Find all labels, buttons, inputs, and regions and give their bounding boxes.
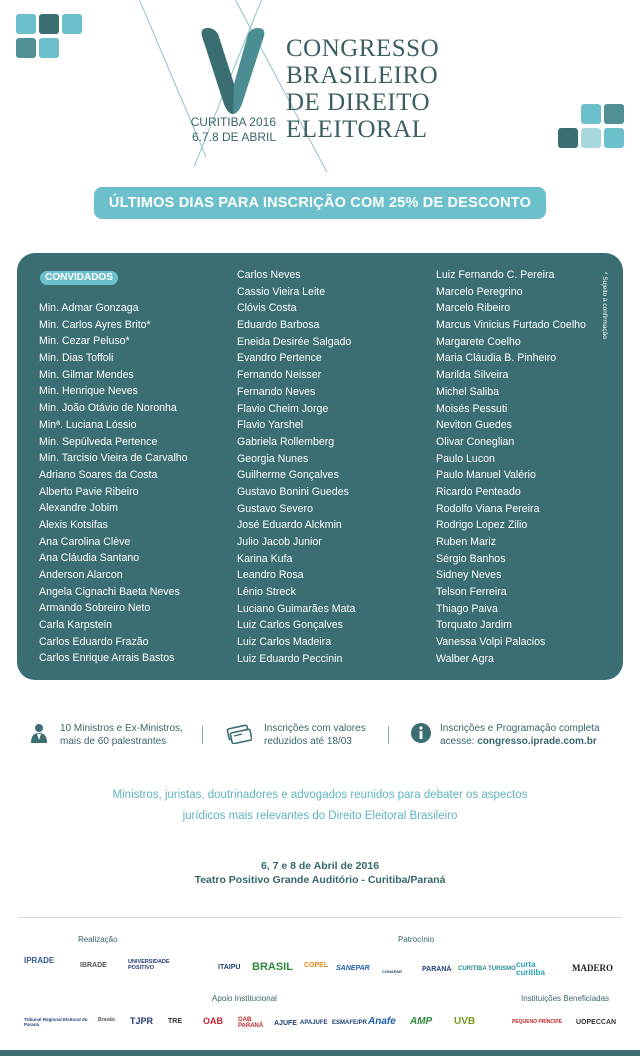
logo-iprade[interactable]: IPRADE (24, 956, 55, 965)
logo-anafe[interactable]: Anafe (368, 1016, 396, 1027)
guest-name: Carlos Enrique Arrais Bastos (39, 652, 175, 665)
confirmation-note: * Sujeito à confirmação (601, 272, 608, 339)
logo-cohapar[interactable]: COHAPAR (382, 969, 402, 974)
sponsors-divider (18, 917, 622, 918)
event-title-line-1: CONGRESSO (286, 35, 440, 62)
guest-list-column-2 (237, 267, 355, 668)
guest-name: Luiz Carlos Madeira (237, 636, 332, 649)
footer-bar (0, 1050, 640, 1056)
guest-name: Alexandre Jobim (39, 502, 118, 515)
patrocinio-label: Patrocínio (398, 935, 435, 944)
logo-tjpr[interactable]: TJPR (130, 1016, 154, 1026)
logo-curitiba-turismo[interactable]: CURITIBA TURISMO (458, 966, 516, 972)
guest-name: José Eduardo Alckmin (237, 519, 342, 532)
guest-name: Eduardo Barbosa (237, 319, 320, 332)
guest-name: Carlos Eduardo Frazão (39, 635, 149, 648)
event-when-where (60, 859, 580, 887)
guest-name: Paulo Manuel Valério (436, 469, 536, 482)
congress-v-logo (196, 22, 270, 118)
logo-copel[interactable]: COPEL (304, 962, 329, 969)
guest-name: Gabriela Rollemberg (237, 435, 335, 448)
guest-name: Michel Saliba (436, 385, 500, 398)
guest-name: Marcelo Ribeiro (436, 302, 511, 315)
guest-name: Luiz Fernando C. Pereira (436, 269, 555, 281)
guest-name: Lênio Streck (237, 586, 296, 599)
guest-name: Flavio Cheim Jorge (237, 402, 329, 415)
guest-name: Guilherme Gonçalves (237, 469, 339, 482)
guest-name: Sérgio Banhos (436, 552, 506, 565)
guest-name: Telson Ferreira (436, 586, 507, 599)
divider (388, 726, 389, 744)
discount-banner[interactable]: ÚLTIMOS DIAS PARA INSCRIÇÃO COM 25% DE DESCONTO (94, 187, 546, 219)
guest-name: Min. Admar Gonzaga (39, 302, 139, 314)
guest-name: Sidney Neves (436, 569, 502, 582)
guest-list-column-1 (39, 300, 188, 667)
guest-name: Alberto Pavie Ribeiro (39, 485, 139, 498)
event-description: Ministros, juristas, doutrinadores e advogados reunidos para debater os aspectos jurídicos mais relevantes do Direito Eleitoral Brasileiro (112, 789, 528, 822)
guest-name: Neviton Guedes (436, 419, 512, 432)
guest-name: Min. João Otávio de Noronha (39, 402, 177, 415)
guest-name: Paulo Lucon (436, 452, 495, 465)
logo-brasao[interactable]: Brasão (98, 1017, 115, 1023)
people-icon (28, 722, 50, 744)
guest-name: Min. Tarcisio Vieira de Carvalho (39, 452, 188, 465)
guest-name: Ricardo Penteado (436, 485, 521, 498)
guest-name: Marilda Silveira (436, 369, 509, 382)
guest-name: Julio Jacob Junior (237, 536, 322, 548)
logo-curta-curitiba[interactable]: curta curitiba (516, 960, 545, 977)
guest-name: Armando Sobreiro Neto (39, 602, 151, 615)
beneficiadas-label: Instituições Beneficiadas (521, 994, 610, 1003)
event-title-line-3: DE DIREITO (286, 89, 431, 116)
logo-oab-parana[interactable]: OAB PARANÁ (238, 1017, 264, 1029)
logo-sanepar[interactable]: SANEPAR (336, 965, 370, 972)
guest-name: Luiz Eduardo Peccinin (237, 652, 343, 665)
guest-name: Min. Henrique Neves (39, 385, 138, 398)
logo-uvb[interactable]: UVB (454, 1016, 476, 1027)
guest-name: Georgia Nunes (237, 452, 309, 465)
guest-name: Torquato Jardim (436, 619, 512, 632)
logo-parana[interactable]: PARANÁ (422, 966, 452, 973)
logo-itaipu[interactable]: ITAIPU (218, 964, 241, 971)
apoio-label: Apoio Institucional (212, 994, 277, 1003)
guest-name: Minª. Luciana Lóssio (39, 418, 137, 431)
guest-name: Anderson Alarcon (39, 569, 123, 581)
guest-name: Maria Cláudia B. Pinheiro (436, 352, 557, 365)
logo-ajufe[interactable]: AJUFE (274, 1020, 297, 1027)
info-prices (226, 718, 386, 754)
guest-name: Leandro Rosa (237, 569, 304, 582)
guest-name: Marcus Vinicius Furtado Coelho (436, 319, 586, 332)
logo-brasil[interactable]: BRASIL (252, 961, 293, 973)
guest-name: Ana Carolina Clève (39, 535, 131, 548)
price-line-1: Inscrições com valores (264, 723, 366, 734)
guest-name: Fernando Neisser (237, 369, 322, 382)
guest-name: Luciano Guimarães Mata (237, 602, 356, 615)
logo-tre-pr[interactable]: Tribunal Regional Eleitoral do Paraná (24, 1017, 88, 1027)
guest-name: Marcelo Peregrino (436, 285, 523, 298)
event-dates: 6.7.8 DE ABRIL (191, 130, 276, 144)
guest-name: Olivar Coneglian (436, 435, 515, 448)
guest-name: Vanessa Volpi Palacios (436, 636, 546, 649)
logo-apajufe[interactable]: APAJUFE (300, 1020, 328, 1026)
guest-name: Min. Cezar Peluso* (39, 335, 130, 348)
logo-universidade-positivo[interactable]: UNIVERSIDADE POSITIVO (128, 959, 170, 971)
guest-name: Min. Sepúlveda Pertence (39, 435, 158, 448)
guest-name: Walber Agra (436, 652, 494, 665)
guest-name: Ruben Mariz (436, 536, 497, 548)
divider (202, 726, 203, 744)
guest-name: Alexis Kotsifas (39, 518, 108, 531)
ministers-line-2: mais de 60 palestrantes (60, 736, 167, 747)
guest-name: Gustavo Severo (237, 502, 313, 515)
program-line-1: Inscrições e Programação completa (440, 723, 600, 734)
logo-madero[interactable]: MADERO (572, 963, 613, 973)
price-line-2: reduzidos até 18/03 (264, 736, 352, 747)
guest-name: Margarete Coelho (436, 335, 521, 348)
guest-name: Evandro Pertence (237, 352, 322, 365)
guest-name: Cassio Vieira Leite (237, 285, 326, 298)
realizacao-label: Realização (78, 935, 118, 944)
guest-name: Carla Karpstein (39, 619, 113, 632)
program-url-link[interactable]: congresso.iprade.com.br (477, 736, 597, 747)
ministers-line-1: 10 Ministros e Ex-Ministros, (60, 723, 183, 734)
logo-ibrade[interactable]: IBRADE (80, 962, 107, 969)
guest-name: Rodolfo Viana Pereira (436, 502, 540, 515)
info-row (26, 718, 616, 754)
info-ministers (26, 718, 196, 754)
logo-amp[interactable]: AMP (410, 1016, 433, 1027)
guest-name: Flavio Yarshel (237, 419, 304, 432)
guest-name: Adriano Soares da Costa (39, 468, 158, 481)
guest-name: Angela Cignachi Baeta Neves (39, 585, 180, 598)
guest-name: Carlos Neves (237, 269, 301, 281)
hero-header (0, 0, 640, 180)
guest-name: Eneida Desirée Salgado (237, 335, 352, 348)
guest-list-column-3 (436, 267, 586, 668)
event-date-line: 6, 7 e 8 de Abril de 2016 (260, 860, 380, 872)
info-program[interactable] (410, 718, 620, 754)
guest-name: Karina Kufa (237, 552, 293, 565)
event-title-line-2: BRASILEIRO (286, 62, 439, 89)
guest-name: Rodrigo Lopez Zilio (436, 519, 528, 532)
logo-tre[interactable]: TRE (168, 1018, 182, 1025)
guest-name: Thiago Paiva (436, 602, 498, 615)
event-venue-line: Teatro Positivo Grande Auditório - Curitiba/Paraná (194, 874, 446, 886)
event-title-line-4: ELEITORAL (286, 116, 428, 143)
guest-name: Fernando Neves (237, 385, 316, 398)
info-icon (410, 722, 432, 744)
logo-uopeccan[interactable]: UOPECCAN (576, 1019, 617, 1026)
guests-heading: CONVIDADOS (40, 271, 118, 285)
logo-pequeno-principe[interactable]: PEQUENO PRÍNCIPE (512, 1019, 563, 1025)
guest-name: Min. Gilmar Mendes (39, 368, 134, 381)
ticket-icon (226, 722, 252, 744)
logo-oab[interactable]: OAB (203, 1016, 223, 1026)
program-line-2: acesse: congresso.iprade.com.br (440, 736, 597, 747)
guest-name: Min. Carlos Ayres Brito* (39, 318, 151, 331)
guest-name: Moisés Pessuti (436, 402, 508, 415)
logo-esmafe[interactable]: ESMAFE/PR (332, 1020, 368, 1026)
guest-name: Clóvis Costa (237, 302, 297, 315)
guest-name: Ana Cláudia Santano (39, 552, 140, 565)
guest-name: Gustavo Bonini Guedes (237, 485, 349, 498)
guest-name: Min. Dias Toffoli (39, 352, 114, 365)
event-city: CURITIBA 2016 (190, 115, 276, 129)
guest-name: Luiz Carlos Gonçalves (237, 619, 343, 632)
